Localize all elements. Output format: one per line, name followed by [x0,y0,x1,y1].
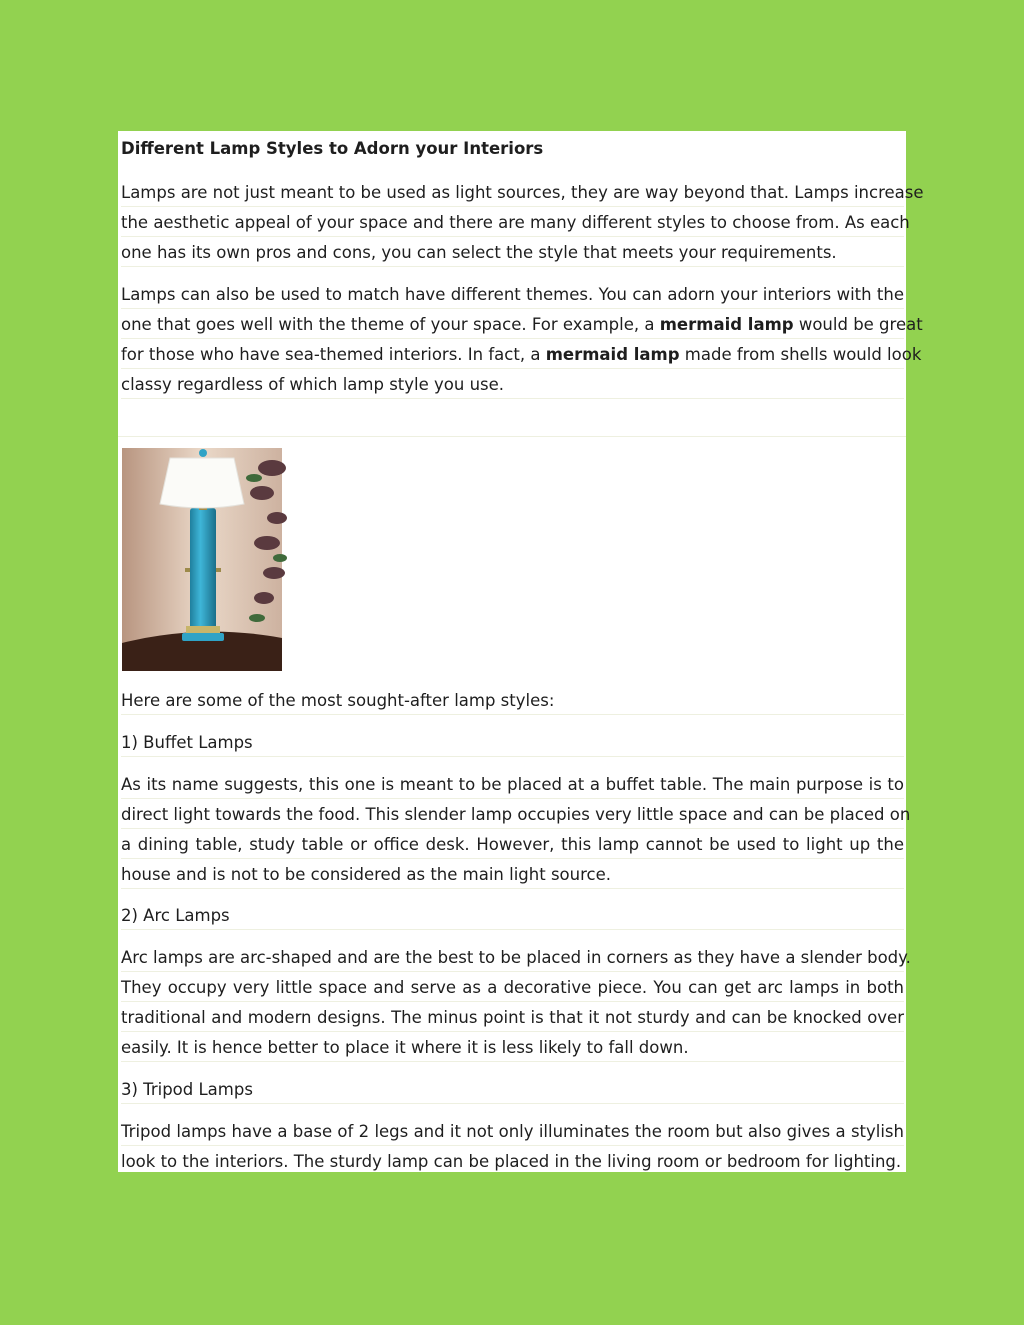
buffet-line: direct light towards the food. This slender lamp occupies very little space and can be placed on [121,799,904,829]
themes-text: one that goes well with the theme of your space. For example, a [121,315,660,334]
styles-intro-text: Here are some of the most sought-after lamp styles: [121,685,904,715]
intro-paragraph [121,177,924,267]
styles-intro [121,685,904,715]
document-title: Different Lamp Styles to Adorn your Interiors [121,139,544,158]
themes-text: made from shells would look [679,345,922,364]
tripod-paragraph [121,1116,904,1176]
tripod-heading-text: 3) Tripod Lamps [121,1074,904,1104]
themes-line [121,309,923,339]
arc-line: Arc lamps are arc-shaped and are the best to be placed in corners as they have a slender body. [121,942,904,972]
tripod-heading [121,1074,904,1104]
themes-text: would be great [793,315,923,334]
intro-line: the aesthetic appeal of your space and there are many different styles to choose from. As each [121,207,904,237]
themes-line: Lamps can also be used to match have different themes. You can adorn your interiors with the [121,279,904,309]
arc-line: easily. It is hence better to place it where it is less likely to fall down. [121,1032,904,1062]
buffet-line: house and is not to be considered as the main light source. [121,859,904,889]
arc-heading-text: 2) Arc Lamps [121,900,904,930]
buffet-heading-text: 1) Buffet Lamps [121,727,904,757]
buffet-line: a dining table, study table or office desk. However, this lamp cannot be used to light up the [121,829,904,859]
themes-line [121,339,922,369]
intro-line: Lamps are not just meant to be used as light sources, they are way beyond that. Lamps increase [121,177,904,207]
themes-text: for those who have sea-themed interiors. In fact, a [121,345,546,364]
lamp-photo [122,448,282,671]
tripod-line: Tripod lamps have a base of 2 legs and it not only illuminates the room but also gives a stylish [121,1116,904,1146]
arc-heading [121,900,904,930]
buffet-heading [121,727,904,757]
document-sheet [118,131,924,1172]
tripod-line: look to the interiors. The sturdy lamp can be placed in the living room or bedroom for lighting. [121,1152,902,1171]
mermaid-lamp-keyword: mermaid lamp [545,345,680,364]
arc-line: They occupy very little space and serve as a decorative piece. You can get arc lamps in both [121,972,904,1002]
themes-paragraph [121,279,923,399]
buffet-paragraph [121,769,911,889]
buffet-line: As its name suggests, this one is meant to be placed at a buffet table. The main purpose is to [121,769,904,799]
arc-paragraph [121,942,911,1062]
divider [118,436,906,437]
arc-line: traditional and modern designs. The minus point is that it not sturdy and can be knocked over [121,1002,904,1032]
intro-line: one has its own pros and cons, you can select the style that meets your requirements. [121,237,904,267]
mermaid-lamp-keyword: mermaid lamp [659,315,794,334]
themes-line: classy regardless of which lamp style you use. [121,369,904,399]
lamp-illustration [122,448,282,671]
